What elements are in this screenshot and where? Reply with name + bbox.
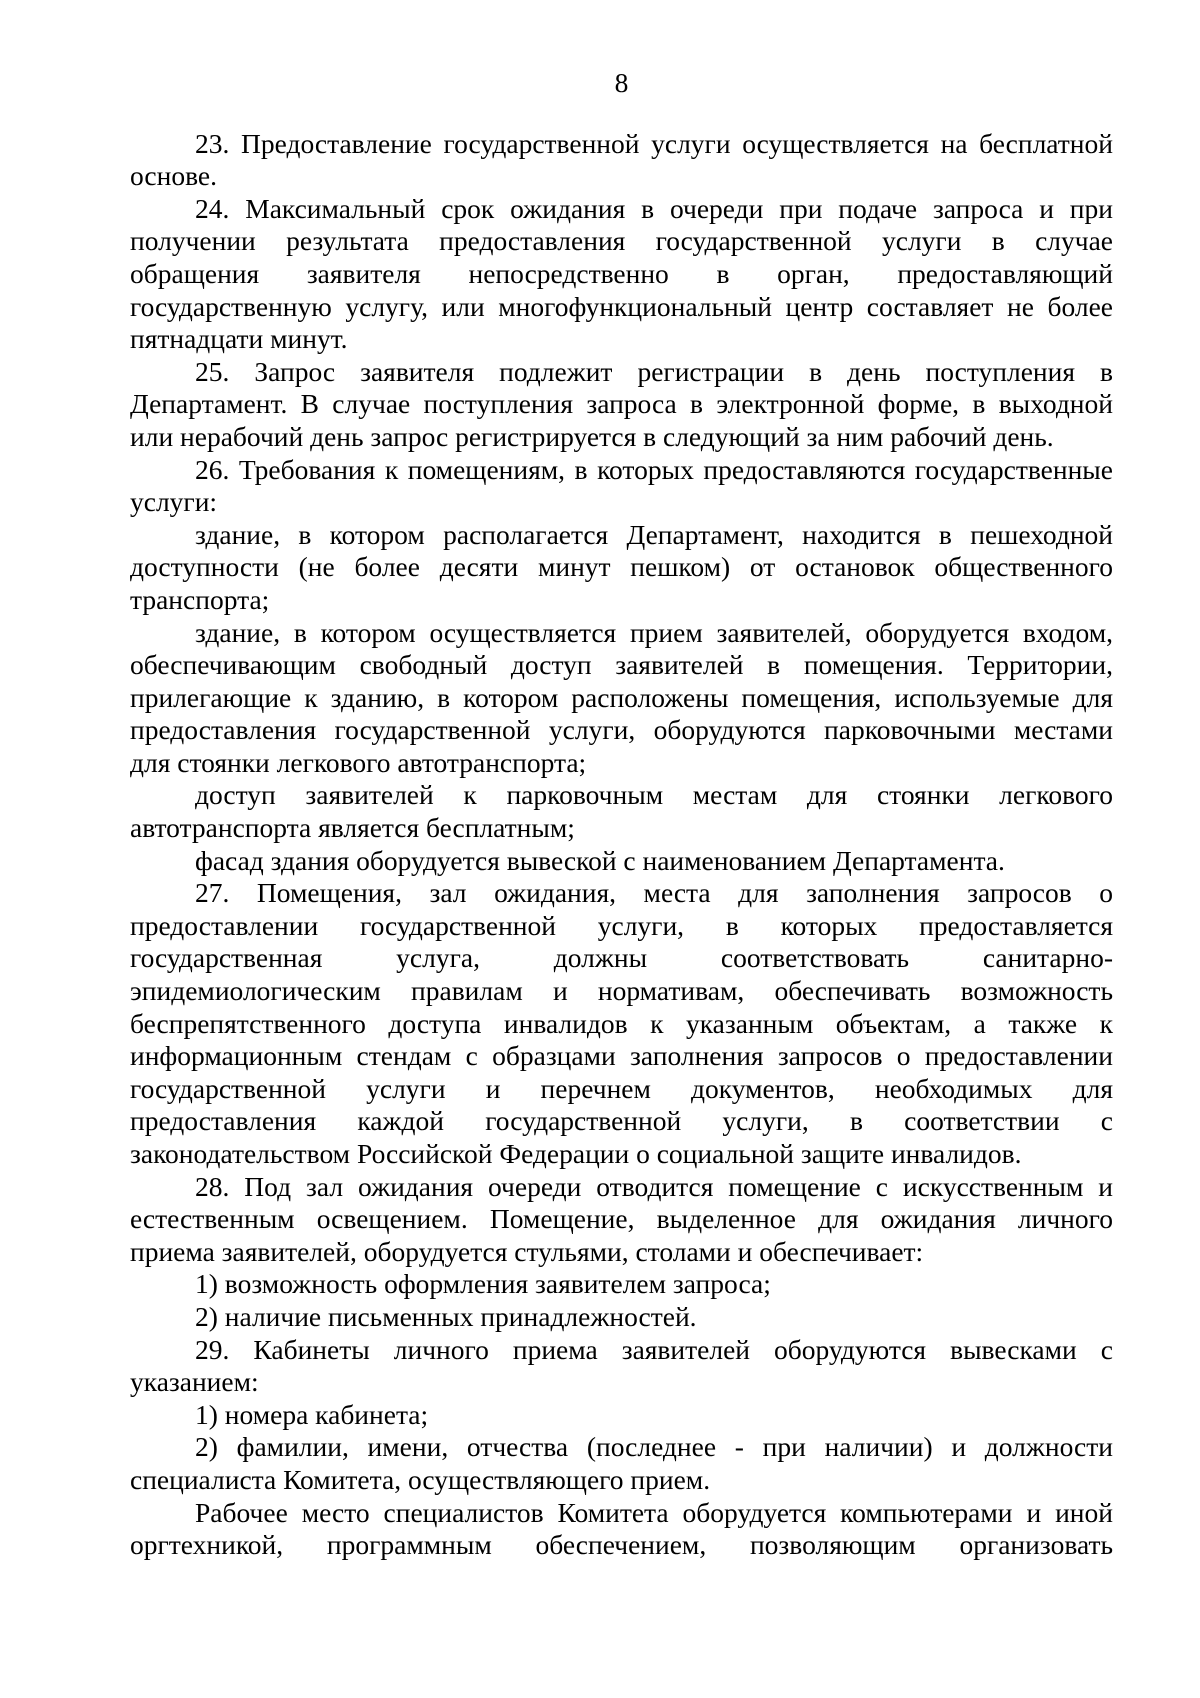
text-line: обеспечивающим свободный доступ заявителей в помещения. Территории, [130, 649, 1113, 681]
text-line: здание, в котором располагается Департамент, находится в пешеходной [195, 518, 1113, 550]
text-line: для стоянки легкового автотранспорта; [130, 746, 587, 778]
text-line: оргтехникой, программным обеспечением, позволяющим организовать [130, 1529, 1113, 1561]
text-line: доступ заявителей к парковочным местам для стоянки легкового [195, 779, 1113, 811]
paragraph [130, 1431, 1113, 1496]
text-line: предоставлении государственной услуги, в которых предоставляется [130, 909, 1113, 941]
text-line: законодательством Российской Федерации о социальной защите инвалидов. [130, 1138, 1022, 1169]
text-line: услуги: [130, 486, 218, 518]
text-line: обращения заявителя непосредственно в орган, предоставляющий [130, 257, 1113, 289]
text-line: предоставления государственной услуги, оборудуются парковочными местами [130, 714, 1113, 746]
text-line: 23. Предоставление государственной услуги осуществляется на бесплатной [195, 127, 1113, 159]
paragraph [130, 845, 1113, 878]
text-line: государственную услугу, или многофункциональный центр составляет не более [130, 290, 1113, 322]
text-line: транспорта; [130, 583, 270, 615]
text-line: прилегающие к зданию, в котором расположены помещения, используемые для [130, 681, 1113, 713]
text-line: Рабочее место специалистов Комитета оборудуется компьютерами и иной [195, 1496, 1113, 1528]
text-line: 25. Запрос заявителя подлежит регистрации в день поступления в [195, 355, 1113, 387]
paragraph [130, 1497, 1113, 1562]
paragraph [130, 454, 1113, 519]
text-line: предоставления каждой государственной услуги, в соответствии с [130, 1105, 1113, 1137]
text-line: государственная услуга, должны соответствовать санитарно- [130, 942, 1113, 974]
text-line: Департамент. В случае поступления запроса в электронной форме, в выходной [130, 388, 1113, 420]
text-line: государственной услуги и перечнем документов, необходимых для [130, 1072, 1113, 1104]
document-body [130, 128, 1113, 1562]
text-line: информационным стендам с образцами заполнения запросов о предоставлении [130, 1040, 1113, 1072]
text-line: 28. Под зал ожидания очереди отводится помещение с искусственным и [195, 1170, 1113, 1202]
paragraph [130, 1301, 1113, 1334]
text-line: пятнадцати минут. [130, 323, 348, 355]
text-line: 1) номера кабинета; [195, 1398, 429, 1430]
text-line: специалиста Комитета, осуществляющего прием. [130, 1463, 711, 1495]
paragraph [130, 1334, 1113, 1399]
text-line: 1) возможность оформления заявителем запроса; [195, 1268, 771, 1300]
text-line: 29. Кабинеты личного приема заявителей оборудуются вывесками с [195, 1333, 1113, 1365]
text-line: 2) наличие письменных принадлежностей. [195, 1300, 697, 1332]
paragraph [130, 356, 1113, 454]
text-line: приема заявителей, оборудуется стульями, столами и обеспечивает: [130, 1235, 924, 1267]
paragraph [130, 779, 1113, 844]
paragraph [130, 1171, 1113, 1269]
text-line: беспрепятственного доступа инвалидов к указанным объектам, а также к [130, 1007, 1113, 1039]
page-number: 8 [614, 67, 629, 98]
text-line: 2) фамилии, имени, отчества (последнее - при наличии) и должности [195, 1431, 1113, 1463]
text-line: автотранспорта является бесплатным; [130, 812, 575, 844]
paragraph [130, 519, 1113, 617]
text-line: основе. [130, 160, 218, 192]
text-line: 27. Помещения, зал ожидания, места для заполнения запросов о [195, 877, 1113, 909]
paragraph [130, 1268, 1113, 1301]
text-line: или нерабочий день запрос регистрируется в следующий за ним рабочий день. [130, 420, 1054, 452]
text-line: получении результата предоставления государственной услуги в случае [130, 225, 1113, 257]
text-line: 26. Требования к помещениям, в которых предоставляются государственные [195, 453, 1113, 485]
paragraph [130, 128, 1113, 193]
paragraph [130, 193, 1113, 356]
text-line: фасад здания оборудуется вывеской с наименованием Департамента. [195, 844, 1005, 876]
text-line: естественным освещением. Помещение, выделенное для ожидания личного [130, 1203, 1113, 1235]
text-line: указанием: [130, 1366, 259, 1398]
text-line: доступности (не более десяти минут пешком) от остановок общественного [130, 551, 1113, 583]
text-line: 24. Максимальный срок ожидания в очереди при подаче запроса и при [195, 192, 1113, 224]
paragraph [130, 877, 1113, 1170]
paragraph [130, 617, 1113, 780]
paragraph [130, 1399, 1113, 1432]
text-line: эпидемиологическим правилам и нормативам, обеспечивать возможность [130, 975, 1113, 1007]
text-line: здание, в котором осуществляется прием заявителей, оборудуется входом, [195, 616, 1113, 648]
